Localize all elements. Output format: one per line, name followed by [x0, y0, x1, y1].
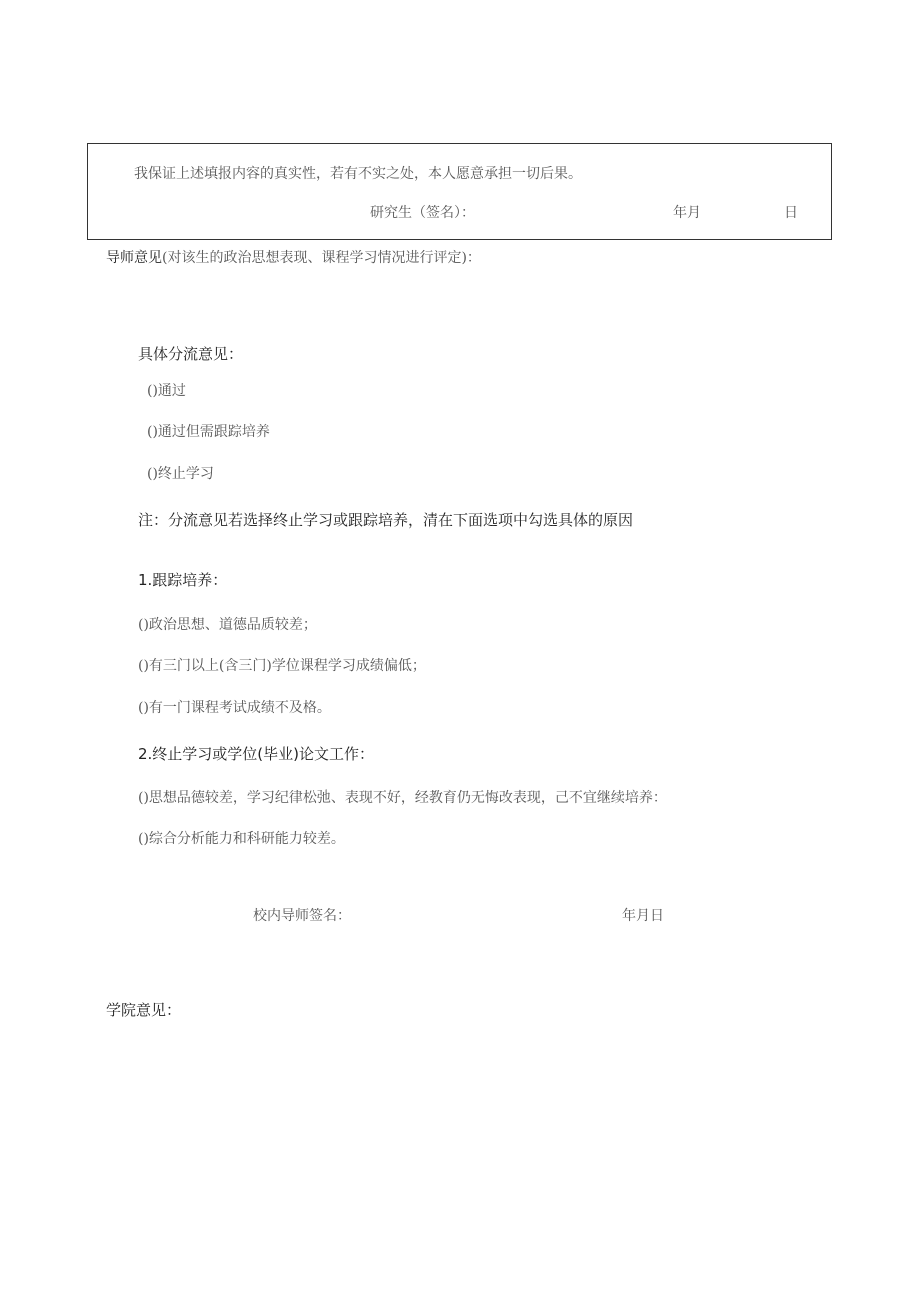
selection-note: 注：分流意见若选择终止学习或跟踪培养，清在下面选项中勾选具体的原因 — [138, 511, 634, 529]
section1-reason-item[interactable]: ()政治思想、道德品质较差； — [138, 617, 317, 633]
student-signature-label: 研究生（签名）： — [370, 205, 475, 221]
decision-label: 具体分流意见： — [138, 345, 244, 363]
section1-reason-item[interactable]: ()有三门以上(含三门)学位课程学习成绩偏低； — [138, 658, 426, 674]
section1-title: 1.跟踪培养： — [138, 571, 228, 589]
pledge-year-month: 年月 — [673, 205, 701, 221]
advisor-opinion-note: (对该生的政治思想表现、课程学习情况进行评定)： — [162, 250, 481, 266]
section1-reason-item[interactable]: ()有一门课程考试成绩不及格。 — [138, 700, 331, 716]
pledge-statement: 我保证上述填报内容的真实性，若有不实之处，本人愿意承担一切后果。 — [134, 166, 582, 182]
college-opinion-heading: 学院意见： — [106, 1001, 182, 1019]
section2-reason-item[interactable]: ()综合分析能力和科研能力较差。 — [138, 831, 345, 847]
pledge-day: 日 — [784, 205, 798, 221]
section2-reason-item[interactable]: ()思想品德较差，学习纪律松弛、表现不好，经教育仍无悔改表现，己不宜继续培养： — [138, 790, 667, 806]
advisor-opinion-heading: 导师意见 — [106, 250, 162, 266]
option-pass[interactable]: ()通过 — [147, 383, 186, 399]
option-pass-with-tracking[interactable]: ()通过但需跟踪培养 — [147, 424, 270, 440]
section2-title: 2.终止学习或学位(毕业)论文工作： — [138, 745, 375, 763]
advisor-date-label: 年月日 — [622, 908, 664, 924]
advisor-opinion-heading-row — [106, 247, 481, 267]
advisor-signature-label: 校内导师签名： — [253, 908, 351, 924]
pledge-box — [87, 143, 832, 240]
option-terminate[interactable]: ()终止学习 — [147, 466, 214, 482]
